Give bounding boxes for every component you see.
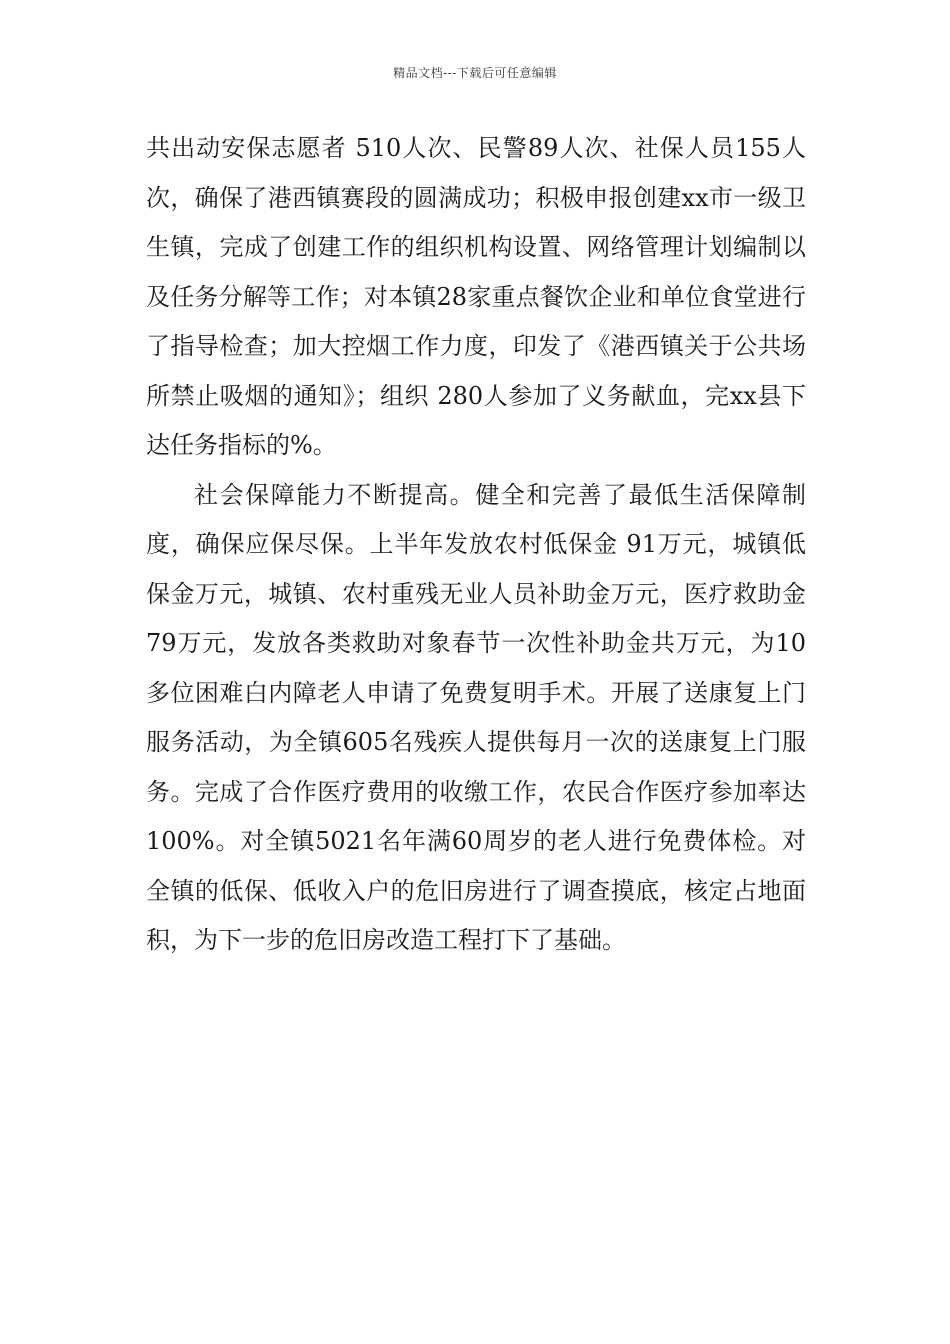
paragraph-1: 共出动安保志愿者 510人次、民警89人次、社保人员155人次，确保了港西镇赛段的圆满成功；积极申报创建xx市一级卫生镇，完成了创建工作的组织机构设置、网络管理计划编制以及任务分解等工作；对本镇28家重点餐饮企业和单位食堂进行了指导检查；加大控烟工作力度，印发了《港西镇关于公共场所禁止吸烟的通知》；组织 280人参加了义务献血，完xx县下达任务指标的%。 bbox=[146, 134, 806, 459]
page-header: 精品文档---下载后可任意编辑 bbox=[393, 66, 557, 80]
paragraph-2: 社会保障能力不断提高。健全和完善了最低生活保障制度，确保应保尽保。上半年发放农村低保金 91万元，城镇低保金万元，城镇、农村重残无业人员补助金万元，医疗救助金79万元，发放各类救助对象春节一次性补助金共万元，为10多位困难白内障老人申请了免费复明手术。开展了送康复上门服务活动，为全镇605名残疾人提供每月一次的送康复上门服务。完成了合作医疗费用的收缴工作，农民合作医疗参加率达100%。对全镇5021名年满60周岁的老人进行免费体检。对全镇的低保、低收入户的危旧房进行了调查摸底，核定占地面积，为下一步的危旧房改造工程打下了基础。 bbox=[146, 480, 806, 954]
document-body bbox=[146, 124, 806, 966]
